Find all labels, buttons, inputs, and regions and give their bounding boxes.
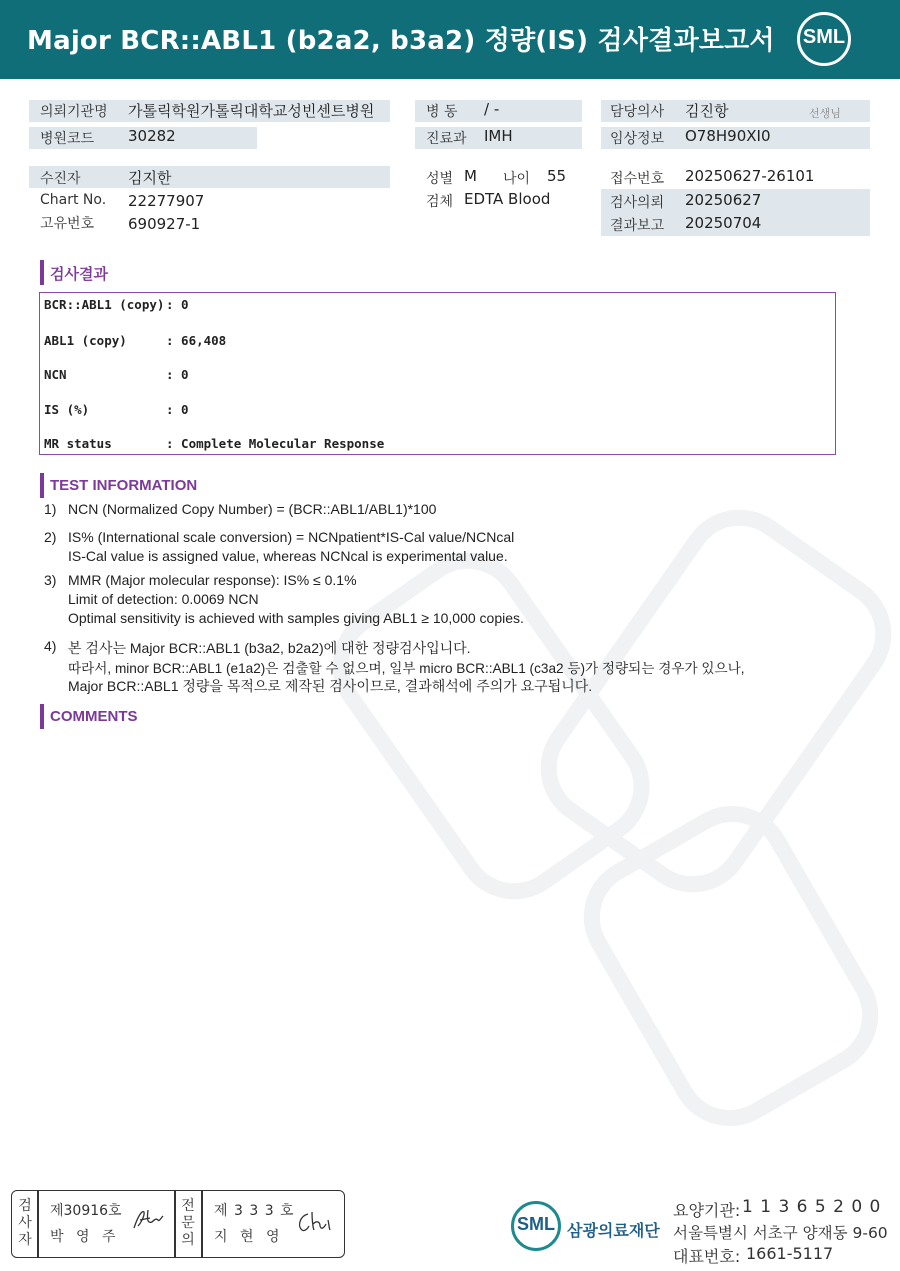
report-title: Major BCR::ABL1 (b2a2, b3a2) 정량(IS) 검사결과보고서 [27,26,775,56]
unique-label: 고유번호 [40,216,95,232]
section-marker [40,260,44,285]
test-info-number: 3) [44,572,57,588]
test-info-section-title: TEST INFORMATION [50,477,198,494]
unique-value: 690927-1 [128,215,201,233]
test-info-line: Limit of detection: 0.0069 NCN [68,591,259,607]
result-value: : Complete Molecular Response [166,436,385,451]
section-marker [40,704,44,729]
footer-logo-text: SML [517,1214,555,1234]
test-info-number: 1) [44,501,57,517]
tester-name: 박 영 주 [50,1229,120,1245]
care-label: 요양기관: [673,1201,741,1220]
report-value: 20250704 [685,214,762,232]
result-name: IS (%) [44,402,90,417]
dept-label: 진료과 [426,131,467,147]
receipt-label: 접수번호 [610,171,665,187]
institution-value: 가톨릭학원가톨릭대학교성빈센트병원 [128,102,375,120]
chart-label: Chart No. [40,192,107,208]
dept-value: IMH [484,127,513,145]
result-name: BCR::ABL1 (copy) [44,297,165,312]
test-info-number: 4) [44,638,57,654]
result-name: ABL1 (copy) [44,333,127,348]
doctor-value: 김진항 [685,102,729,120]
result-value: : 0 [166,402,189,417]
signature-divider [37,1190,39,1258]
results-section-title: 검사결과 [50,266,108,283]
test-info-line: IS-Cal value is assigned value, whereas NCNcal is experimental value. [68,548,508,564]
sml-logo-text: SML [802,26,846,48]
result-name: NCN [44,367,67,382]
test-info-line: Optimal sensitivity is achieved with samples giving ABL1 ≥ 10,000 copies. [68,610,524,626]
info-bar [29,166,390,188]
ward-label: 병 동 [426,104,458,120]
phone-value: 1661-5117 [746,1244,834,1263]
phone-label: 대표번호: [673,1247,741,1266]
request-value: 20250627 [685,191,762,209]
specialist-license-number: 제 3 3 3 호 [214,1203,295,1219]
sex-label: 성별 [426,171,454,187]
patient-value: 김지한 [128,169,172,187]
test-info-line: 본 검사는 Major BCR::ABL1 (b3a2, b2a2)에 대한 정량검사입니다. [68,640,471,656]
footer-address: 서울특별시 서초구 양재동 9-60 [673,1224,888,1242]
specimen-value: EDTA Blood [464,190,551,208]
specialist-signature-icon [294,1208,336,1236]
sex-value: M [464,167,477,185]
specimen-label: 검체 [426,194,454,210]
comments-section-title: COMMENTS [50,708,138,725]
result-value: : 66,408 [166,333,227,348]
age-label: 나이 [503,171,531,187]
test-info-line: MMR (Major molecular response): IS% ≤ 0.1% [68,572,357,588]
test-info-line: NCN (Normalized Copy Number) = (BCR::ABL1/ABL1)*100 [68,501,437,517]
hospital-code-label: 병원코드 [40,131,95,147]
tester-license-number: 제30916호 [50,1203,122,1219]
test-info-line: IS% (International scale conversion) = NCNpatient*IS-Cal value/NCNcal [68,529,515,545]
clinical-label: 임상정보 [610,131,665,147]
hospital-code-value: 30282 [128,127,176,145]
doctor-label: 담당의사 [610,104,665,120]
footer-org-name: 삼광의료재단 [567,1221,660,1240]
result-value: : 0 [166,367,189,382]
signature-divider [201,1190,203,1258]
tester-label: 검 사 자 [18,1198,32,1248]
results-box [39,292,836,455]
request-label: 검사의뢰 [610,195,665,211]
clinical-value: O78H90XI0 [685,127,771,145]
test-info-number: 2) [44,529,57,545]
patient-label: 수진자 [40,171,81,187]
receipt-value: 20250627-26101 [685,167,815,185]
report-label: 결과보고 [610,218,665,234]
result-name: MR status [44,436,112,451]
ward-value: / - [484,100,500,118]
care-value: 1 1 3 6 5 2 0 0 [742,1197,882,1217]
chart-value: 22277907 [128,192,205,210]
tester-signature-icon [130,1206,166,1234]
section-marker [40,473,44,498]
doctor-suffix: 선생님 [809,107,841,120]
specialist-label: 전 문 의 [181,1198,195,1248]
signature-divider [174,1190,176,1258]
specialist-name: 지 현 영 [214,1229,284,1245]
age-value: 55 [547,167,567,185]
test-info-line: 따라서, minor BCR::ABL1 (e1a2)은 검출할 수 없으며, 일부 micro BCR::ABL1 (c3a2 등)가 정량되는 경우가 있으나, [68,661,745,676]
test-info-line: Major BCR::ABL1 정량을 목적으로 제작된 검사이므로, 결과해석에 주의가 요구됩니다. [68,678,593,694]
result-value: : 0 [166,297,189,312]
institution-label: 의뢰기관명 [40,104,108,120]
